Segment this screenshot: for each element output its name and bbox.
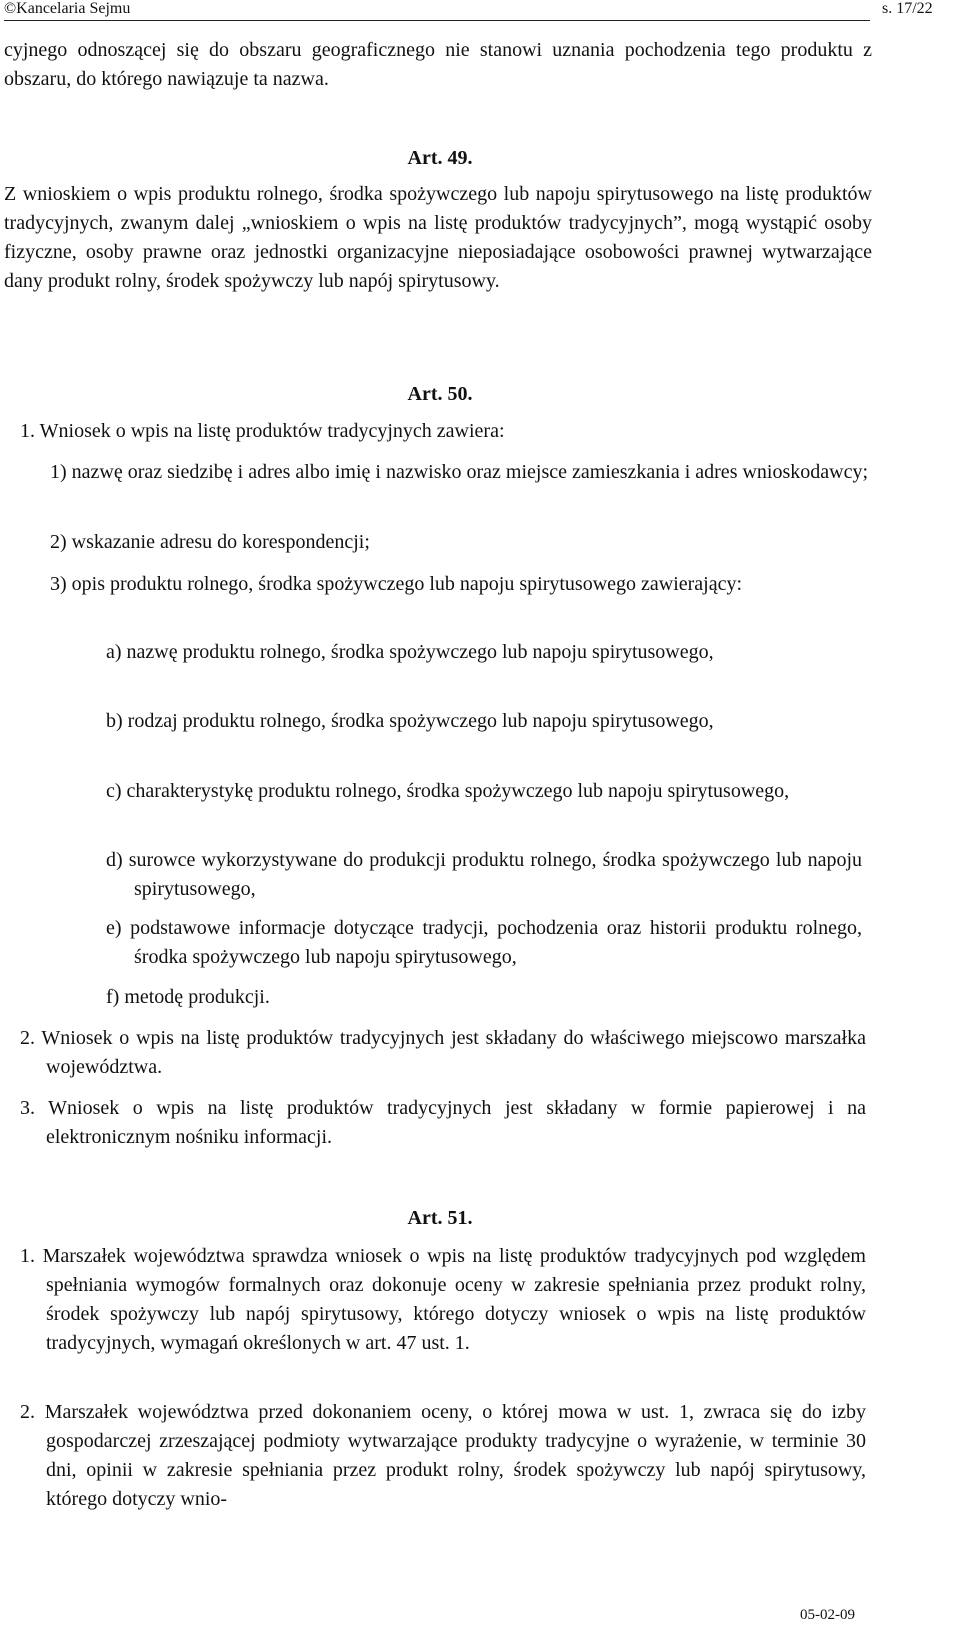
art-50-paragraph-1: 1. Wniosek o wpis na listę produktów tradycyjnych zawiera: bbox=[20, 420, 505, 442]
art-50-item-3: 3) opis produktu rolnego, środka spożywczego lub napoju spirytusowego zawierający: bbox=[50, 573, 743, 595]
page-header bbox=[4, 0, 933, 21]
copyright-label: ©Kancelaria Sejmu bbox=[4, 0, 131, 17]
intro-paragraph: cyjnego odnoszącej się do obszaru geograficznego nie stanowi uznania pochodzenia tego produktu z obszaru, do którego nawiązuje ta nazwa. bbox=[4, 39, 872, 90]
art-50-paragraph-3: 3. Wniosek o wpis na listę produktów tradycyjnych jest składany w formie papierowej i na elektronicznym nośniku informacji. bbox=[20, 1097, 866, 1148]
art-50-sub-b: b) rodzaj produktu rolnego, środka spożywczego lub napoju spirytusowego, bbox=[106, 710, 714, 732]
art-51-paragraph-2: 2. Marszałek województwa przed dokonaniem oceny, o której mowa w ust. 1, zwraca się do izby gospodarczej zrzeszającej podmioty wytwarzające produkty tradycyjne o wyrażenie, w terminie 30 dni, opinii w zakresie spełniania przez produkt rolny, środek spożywczy lub napój spirytusowy, którego dotyczy wnio- bbox=[20, 1401, 866, 1510]
art-51-paragraph-1: 1. Marszałek województwa sprawdza wniosek o wpis na listę produktów tradycyjnych pod względem spełniania wymogów formalnych oraz dokonuje oceny w zakresie spełniania przez produkt rolny, środek spożywczy lub napój spirytusowy, którego dotyczy wniosek o wpis na listę produktów tradycyjnych, wymagań określonych w art. 47 ust. 1. bbox=[20, 1245, 866, 1354]
art-50-heading: Art. 50. bbox=[407, 383, 473, 405]
art-50-paragraph-2: 2. Wniosek o wpis na listę produktów tradycyjnych jest składany do właściwego miejscowo marszałka województwa. bbox=[20, 1027, 866, 1078]
art-50-sub-a: a) nazwę produktu rolnego, środka spożywczego lub napoju spirytusowego, bbox=[106, 641, 714, 663]
art-50-item-2: 2) wskazanie adresu do korespondencji; bbox=[50, 531, 370, 553]
art-50-sub-d: d) surowce wykorzystywane do produkcji produktu rolnego, środka spożywczego lub napoju spirytusowego, bbox=[106, 849, 862, 900]
art-50-sub-c: c) charakterystykę produktu rolnego, środka spożywczego lub napoju spirytusowego, bbox=[106, 780, 790, 802]
art-49-heading: Art. 49. bbox=[407, 147, 473, 169]
art-50-sub-e: e) podstawowe informacje dotyczące tradycji, pochodzenia oraz historii produktu rolnego, środka spożywczego lub napoju spirytusowego, bbox=[106, 917, 862, 968]
document-date-code: 05-02-09 bbox=[800, 1607, 855, 1623]
page-number: s. 17/22 bbox=[882, 0, 933, 17]
art-50-item-1: 1) nazwę oraz siedzibę i adres albo imię i nazwisko oraz miejsce zamieszkania i adres wnioskodawcy; bbox=[50, 461, 869, 483]
art-51-heading: Art. 51. bbox=[407, 1207, 473, 1229]
art-49-text: Z wnioskiem o wpis produktu rolnego, środka spożywczego lub napoju spirytusowego na listę produktów tradycyjnych, zwanym dalej „wnioskiem o wpis na listę produktów tradycyjnych”, mogą wystąpić osoby fizyczne, osoby prawne oraz jednostki organizacyjne nieposiadające osobowości prawnej wytwarzające dany produkt rolny, środek spożywczy lub napój spirytusowy. bbox=[4, 183, 872, 292]
art-50-sub-f: f) metodę produkcji. bbox=[106, 986, 270, 1008]
